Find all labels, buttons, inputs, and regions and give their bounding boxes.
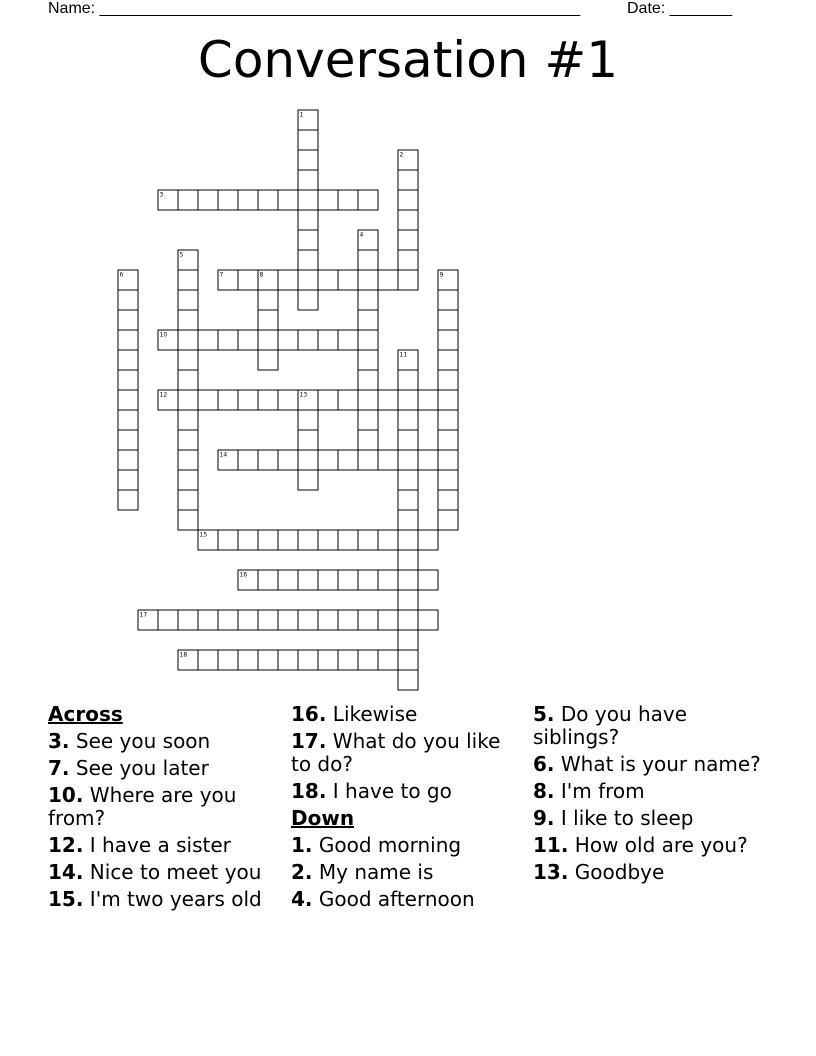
grid-cell[interactable] [178,610,198,630]
grid-cell[interactable] [398,430,418,450]
grid-cell[interactable] [258,570,278,590]
grid-cell[interactable] [178,370,198,390]
grid-cell[interactable] [158,610,178,630]
grid-cell[interactable] [378,530,398,550]
grid-cell[interactable] [278,610,298,630]
grid-cell[interactable] [178,190,198,210]
grid-cell[interactable] [178,430,198,450]
grid-cell[interactable] [438,490,458,510]
grid-cell[interactable] [358,610,378,630]
grid-cell[interactable] [358,270,378,290]
grid-cell[interactable] [258,450,278,470]
grid-cell[interactable] [298,410,318,430]
clue-down-9: 9. I like to sleep [533,806,694,830]
grid-cell[interactable] [438,370,458,390]
grid-cell[interactable] [238,390,258,410]
grid-cell[interactable] [398,610,418,630]
grid-cell[interactable] [398,630,418,650]
grid-cell[interactable] [338,390,358,410]
grid-cell[interactable] [118,470,138,490]
grid-cell[interactable] [398,270,418,290]
grid-cell[interactable] [258,310,278,330]
grid-cell[interactable] [258,610,278,630]
grid-cell[interactable] [438,470,458,490]
clue-down-6: 6. What is your name? [533,752,761,776]
grid-cell[interactable] [438,290,458,310]
grid-cell[interactable] [218,390,238,410]
grid-cell[interactable] [278,330,298,350]
grid-cell[interactable] [398,410,418,430]
grid-cell[interactable] [118,410,138,430]
grid-cell[interactable] [398,170,418,190]
grid-cell[interactable] [358,430,378,450]
grid-cell[interactable] [298,230,318,250]
grid-cell[interactable] [358,570,378,590]
grid-cell[interactable] [398,470,418,490]
grid-cell[interactable] [298,130,318,150]
grid-cell[interactable] [298,470,318,490]
grid-cell[interactable] [378,270,398,290]
grid-cell[interactable] [358,310,378,330]
clue-number-label: 2 [399,151,404,159]
clue-number-label: 11 [399,351,408,359]
grid-cell[interactable] [258,530,278,550]
grid-cell[interactable] [218,190,238,210]
grid-cell[interactable] [118,390,138,410]
grid-cell[interactable] [258,190,278,210]
clue-number-label: 1 [299,111,304,119]
grid-cell[interactable] [318,330,338,350]
grid-cell[interactable] [398,390,418,410]
clue-down-2: 2. My name is [291,860,434,884]
grid-cell[interactable] [378,390,398,410]
grid-cell[interactable] [318,570,338,590]
grid-cell[interactable] [438,450,458,470]
grid-cell[interactable] [398,590,418,610]
date-field-label[interactable]: Date: _______ [627,0,732,17]
grid-cell[interactable] [318,530,338,550]
grid-cell[interactable] [358,190,378,210]
grid-cell[interactable] [398,230,418,250]
grid-cell[interactable] [318,190,338,210]
clue-number-label: 12 [159,391,168,399]
clue-number-label: 4 [359,231,364,239]
grid-cell[interactable] [118,430,138,450]
grid-cell[interactable] [338,650,358,670]
grid-cell[interactable] [438,430,458,450]
grid-cell[interactable] [278,530,298,550]
clue-across-12: 12. I have a sister [48,833,231,857]
grid-cell[interactable] [398,670,418,690]
grid-cell[interactable] [438,310,458,330]
grid-cell[interactable] [438,510,458,530]
clue-down-1: 1. Good morning [291,833,462,857]
grid-cell[interactable] [298,650,318,670]
grid-cell[interactable] [258,390,278,410]
grid-cell[interactable] [238,270,258,290]
clue-down-4: 4. Good afternoon [291,887,475,911]
grid-cell[interactable] [218,610,238,630]
clue-down-13: 13. Goodbye [533,860,665,884]
clue-across-16: 16. Likewise [291,702,418,726]
grid-cell[interactable] [418,390,438,410]
grid-cell[interactable] [238,530,258,550]
grid-cell[interactable] [298,530,318,550]
name-field-label[interactable]: Name: ______________________________________________________ [48,0,581,17]
clue-number-label: 15 [199,531,208,539]
grid-cell[interactable] [438,330,458,350]
grid-cell[interactable] [178,510,198,530]
grid-cell[interactable] [338,530,358,550]
grid-cell[interactable] [278,450,298,470]
clue-number-label: 18 [179,651,188,659]
grid-cell[interactable] [258,290,278,310]
grid-cell[interactable] [298,450,318,470]
grid-cell[interactable] [438,410,458,430]
puzzle-title: Conversation #1 [197,31,619,89]
grid-cell[interactable] [118,450,138,470]
grid-cell[interactable] [238,610,258,630]
grid-cell[interactable] [198,390,218,410]
grid-cell[interactable] [418,570,438,590]
clue-number-label: 16 [239,571,248,579]
clue-across-10: 10. Where are you from? [48,783,237,830]
grid-cell[interactable] [258,350,278,370]
grid-cell[interactable] [198,190,218,210]
grid-cell[interactable] [398,530,418,550]
grid-cell[interactable] [318,450,338,470]
grid-cell[interactable] [378,650,398,670]
grid-cell[interactable] [298,250,318,270]
grid-cell[interactable] [278,570,298,590]
grid-cell[interactable] [118,330,138,350]
grid-cell[interactable] [238,330,258,350]
clue-number-label: 9 [439,271,444,279]
grid-cell[interactable] [358,330,378,350]
grid-cell[interactable] [278,650,298,670]
grid-cell[interactable] [378,610,398,630]
grid-cell[interactable] [358,530,378,550]
grid-cell[interactable] [178,350,198,370]
grid-cell[interactable] [238,650,258,670]
grid-cell[interactable] [218,530,238,550]
clue-across-18: 18. I have to go [291,779,452,803]
clue-number-label: 7 [219,271,224,279]
grid-cell[interactable] [318,270,338,290]
grid-cell[interactable] [178,490,198,510]
clue-number-label: 3 [159,191,164,199]
grid-cell[interactable] [438,390,458,410]
grid-cell[interactable] [398,370,418,390]
clue-number-label: 10 [159,331,168,339]
grid-cell[interactable] [358,650,378,670]
grid-cell[interactable] [198,610,218,630]
grid-cell[interactable] [198,330,218,350]
grid-cell[interactable] [418,530,438,550]
down-clues-column [533,703,773,888]
clue-number-label: 6 [119,271,124,279]
grid-cell[interactable] [398,210,418,230]
clue-number-label: 8 [259,271,264,279]
grid-cell[interactable] [398,450,418,470]
grid-cell[interactable] [398,490,418,510]
across-clues-column [48,703,283,915]
grid-cell[interactable] [278,390,298,410]
grid-cell[interactable] [198,650,218,670]
grid-cell[interactable] [298,570,318,590]
grid-cell[interactable] [398,550,418,570]
grid-cell[interactable] [398,510,418,530]
grid-cell[interactable] [178,270,198,290]
across-heading: Across [48,702,123,726]
grid-cell[interactable] [258,330,278,350]
grid-cell[interactable] [238,190,258,210]
grid-cell[interactable] [178,330,198,350]
grid-cell[interactable] [338,270,358,290]
grid-cell[interactable] [358,410,378,430]
grid-cell[interactable] [358,290,378,310]
grid-cell[interactable] [178,390,198,410]
grid-cell[interactable] [398,250,418,270]
grid-cell[interactable] [298,150,318,170]
clue-down-11: 11. How old are you? [533,833,748,857]
grid-cell[interactable] [378,570,398,590]
grid-cell[interactable] [338,610,358,630]
grid-cell[interactable] [178,310,198,330]
grid-cell[interactable] [298,610,318,630]
clue-number-label: 13 [299,391,308,399]
grid-cell[interactable] [338,190,358,210]
grid-cell[interactable] [298,290,318,310]
clue-number-label: 5 [179,251,184,259]
grid-cell[interactable] [418,610,438,630]
grid-cell[interactable] [238,450,258,470]
grid-cell[interactable] [178,470,198,490]
clue-across-17: 17. What do you like to do? [291,729,501,776]
grid-cell[interactable] [118,490,138,510]
grid-cell[interactable] [118,370,138,390]
grid-cell[interactable] [298,170,318,190]
grid-cell[interactable] [178,290,198,310]
grid-cell[interactable] [118,310,138,330]
grid-cell[interactable] [218,330,238,350]
grid-cell[interactable] [258,650,278,670]
clue-across-3: 3. See you soon [48,729,211,753]
middle-clues-column [291,703,521,915]
clue-down-8: 8. I'm from [533,779,645,803]
clue-across-14: 14. Nice to meet you [48,860,262,884]
grid-cell[interactable] [178,410,198,430]
grid-cell[interactable] [358,370,378,390]
grid-cell[interactable] [358,250,378,270]
grid-cell[interactable] [378,450,398,470]
grid-cell[interactable] [398,570,418,590]
grid-cell[interactable] [358,390,378,410]
grid-cell[interactable] [358,350,378,370]
grid-cell[interactable] [318,390,338,410]
grid-cell[interactable] [298,330,318,350]
clue-across-15: 15. I'm two years old [48,887,262,911]
clue-across-7: 7. See you later [48,756,209,780]
down-heading: Down [291,806,355,830]
grid-cell[interactable] [298,270,318,290]
grid-cell[interactable] [318,650,338,670]
grid-cell[interactable] [118,350,138,370]
grid-cell[interactable] [318,610,338,630]
grid-cell[interactable] [398,650,418,670]
grid-cell[interactable] [278,270,298,290]
grid-cell[interactable] [398,190,418,210]
grid-cell[interactable] [298,190,318,210]
grid-cell[interactable] [438,350,458,370]
grid-cell[interactable] [278,190,298,210]
grid-cell[interactable] [358,450,378,470]
grid-cell[interactable] [338,330,358,350]
grid-cell[interactable] [298,430,318,450]
grid-cell[interactable] [418,450,438,470]
grid-cell[interactable] [338,570,358,590]
clue-number-label: 17 [139,611,148,619]
grid-cell[interactable] [178,450,198,470]
clue-down-5: 5. Do you have siblings? [533,702,688,749]
grid-cell[interactable] [118,290,138,310]
grid-cell[interactable] [298,210,318,230]
grid-cell[interactable] [338,450,358,470]
clue-number-label: 14 [219,451,228,459]
grid-cell[interactable] [218,650,238,670]
